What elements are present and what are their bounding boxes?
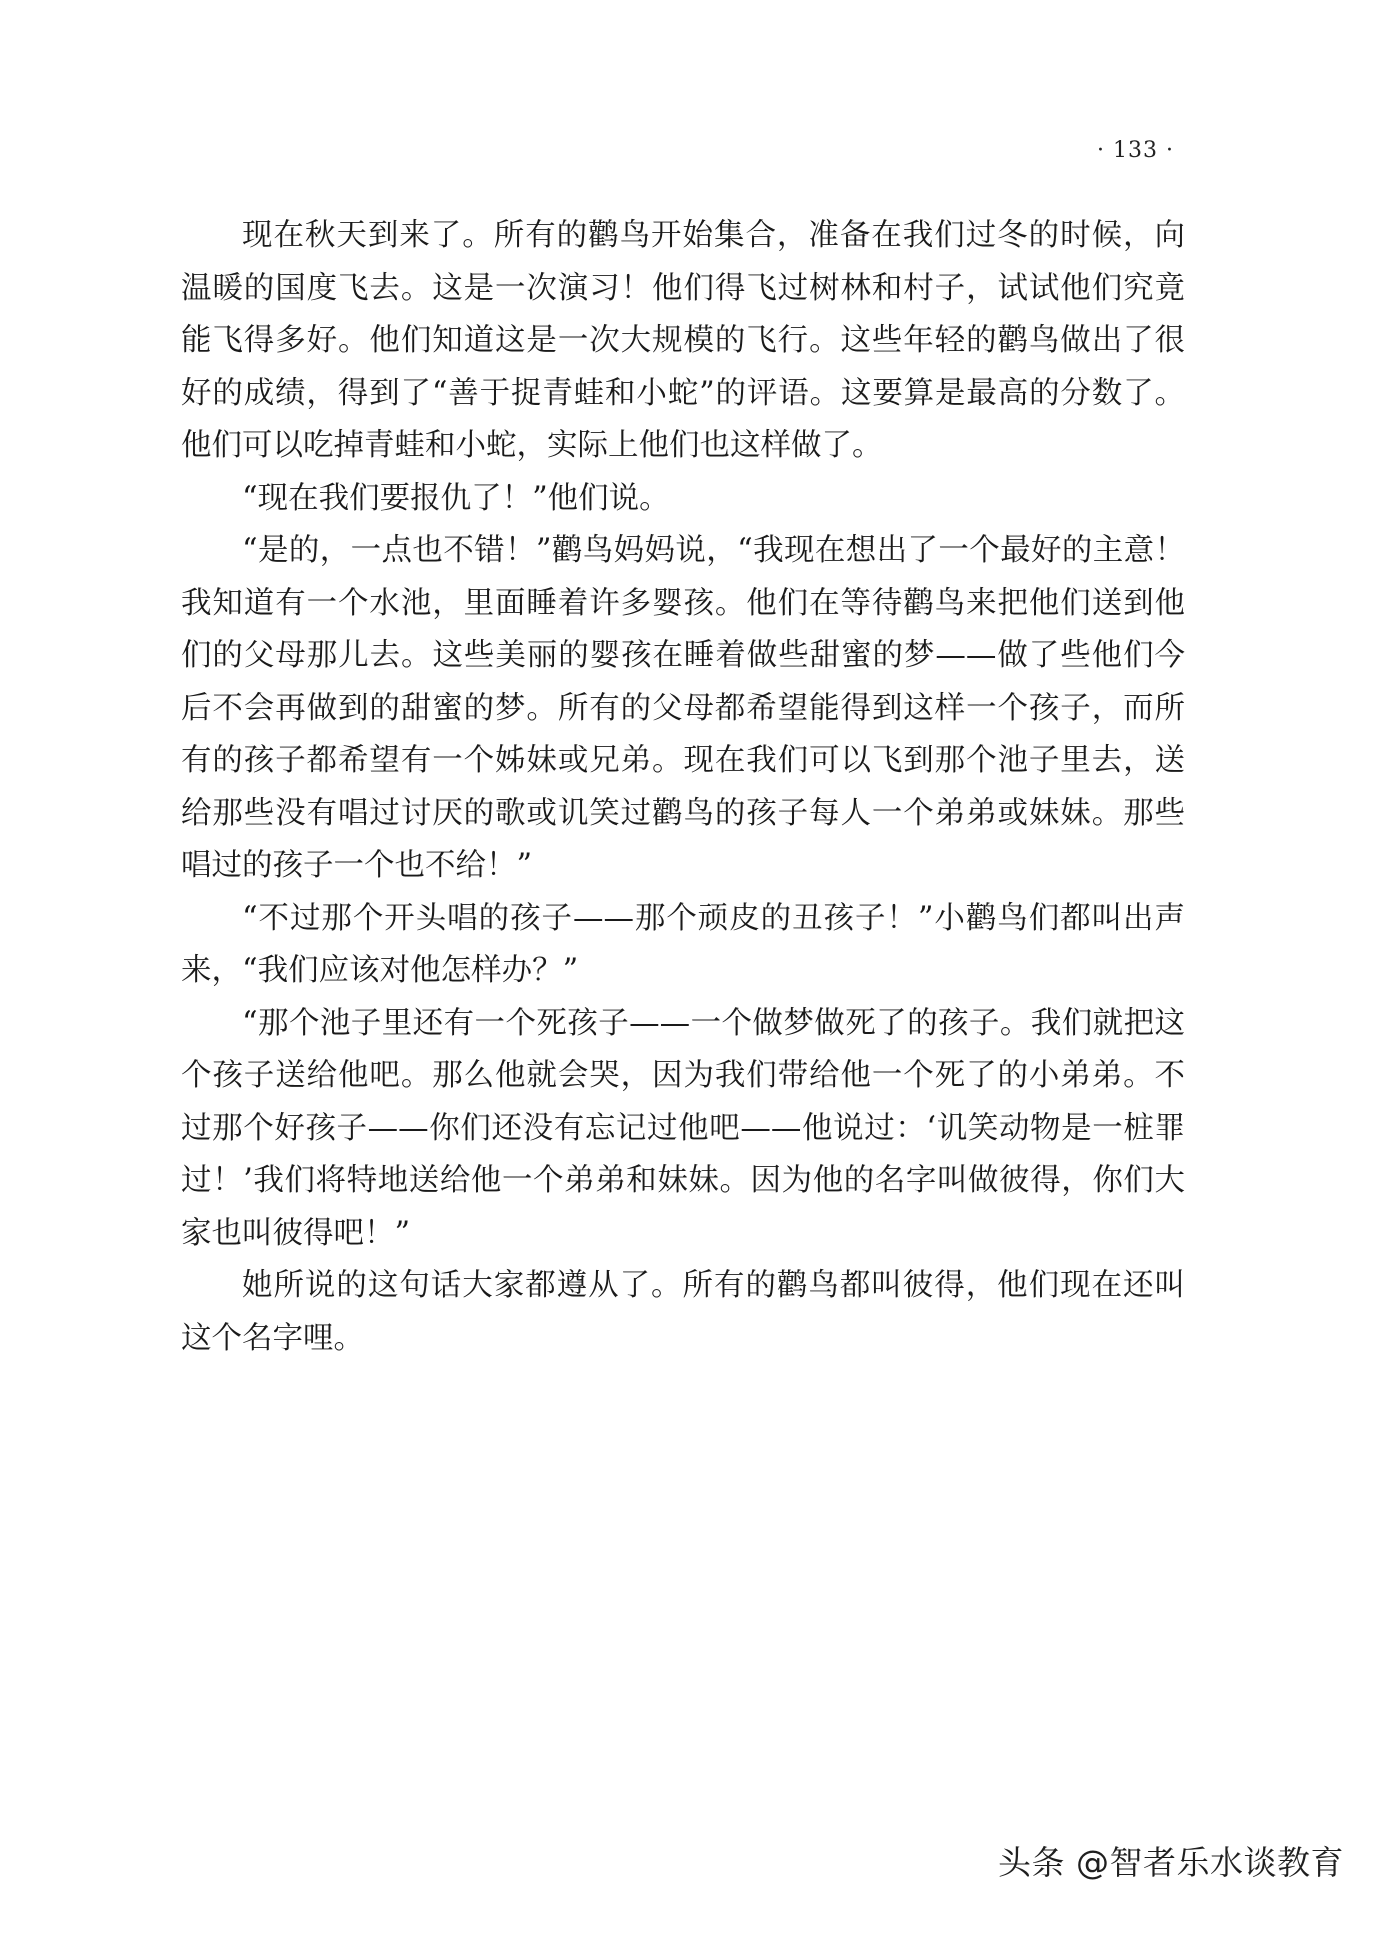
watermark: 头条 @智者乐水谈教育 (998, 1843, 1344, 1882)
paragraph: “现在我们要报仇了！”他们说。 (242, 480, 670, 516)
paragraph: “那个池子里还有一个死孩子——一个做梦做死了的孩子。我们就把这个孩子送给他吧。那么他就会哭，因为我们带给他一个死了的小弟弟。不过那个好孩子——你们还没有忘记过他吧——他说过：‘讥笑动物是一桩罪过！’我们将特地送给他一个弟弟和妹妹。因为他的名字叫做彼得，你们大家也叫彼得吧！” (181, 1005, 1185, 1251)
paragraph: 现在秋天到来了。所有的鹳鸟开始集合，准备在我们过冬的时候，向温暖的国度飞去。这是一次演习！他们得飞过树林和村子，试试他们究竟能飞得多好。他们知道这是一次大规模的飞行。这些年轻的鹳鸟做出了很好的成绩，得到了“善于捉青蛙和小蛇”的评语。这要算是最高的分数了。他们可以吃掉青蛙和小蛇，实际上他们也这样做了。 (181, 218, 1185, 463)
paragraph: “是的，一点也不错！”鹳鸟妈妈说，“我现在想出了一个最好的主意！我知道有一个水池，里面睡着许多婴孩。他们在等待鹳鸟来把他们送到他们的父母那儿去。这些美丽的婴孩在睡着做些甜蜜的梦——做了些他们今后不会再做到的甜蜜的梦。所有的父母都希望能得到这样一个孩子，而所有的孩子都希望有一个姊妹或兄弟。现在我们可以飞到那个池子里去，送给那些没有唱过讨厌的歌或讥笑过鹳鸟的孩子每人一个弟弟或妹妹。那些唱过的孩子一个也不给！” (181, 533, 1185, 883)
paragraph: “不过那个开头唱的孩子——那个顽皮的丑孩子！”小鹳鸟们都叫出声来，“我们应该对他怎样办？” (181, 900, 1185, 988)
page-number: · 133 · (1097, 138, 1174, 163)
paragraph: 她所说的这句话大家都遵从了。所有的鹳鸟都叫彼得，他们现在还叫这个名字哩。 (181, 1268, 1185, 1356)
body-text (181, 210, 1185, 1365)
